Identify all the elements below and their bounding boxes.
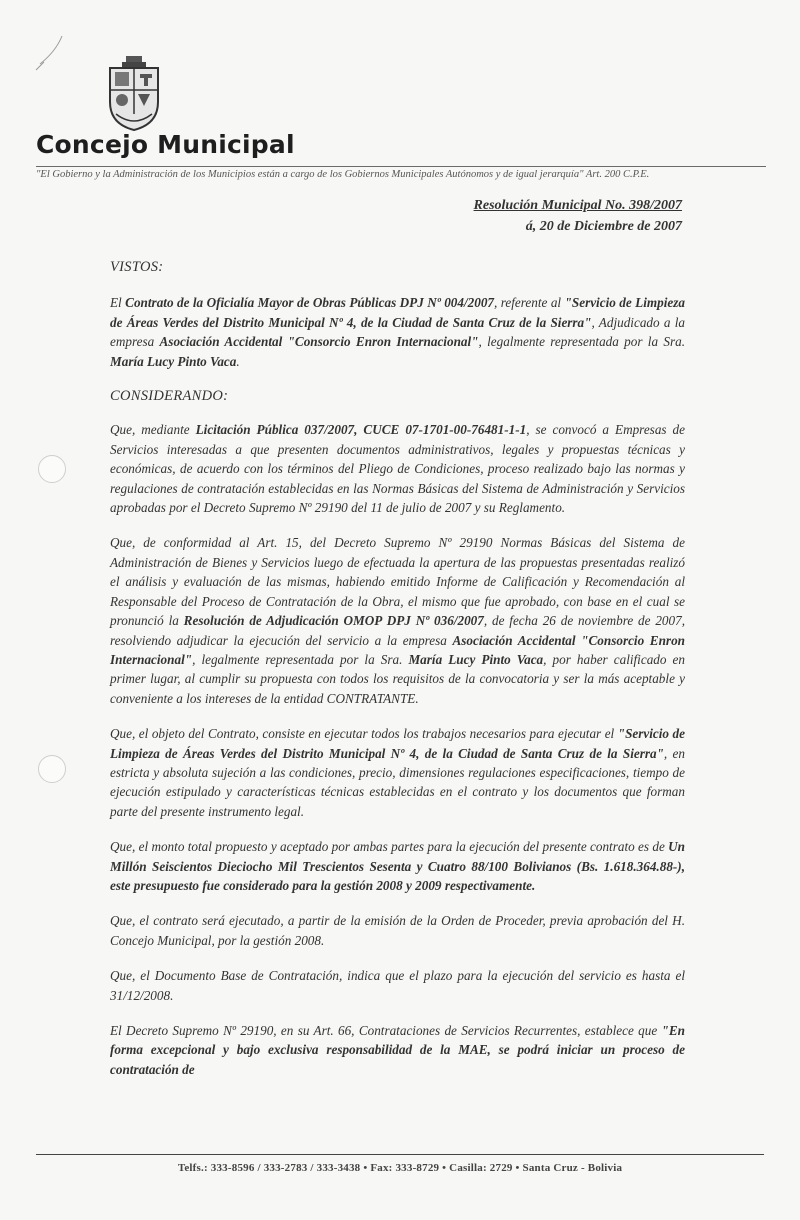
text-run: , referente al (494, 295, 565, 311)
organization-name: Concejo Municipal (36, 130, 295, 159)
text-run: Que, el monto total propuesto y aceptado por ambas partes para la ejecución del presente contrato es de (110, 839, 669, 855)
considerando-paragraph (110, 837, 685, 895)
text-run: , se convocó a Empresas de Servicios interesadas a que presenten documentos administrativos, legales y propuestas técnicas y económicas, de acuerdo con los términos del Pliego de Condiciones, proceso realizado bajo las normas y regulaciones de contratación establecidas en las Normas Básicas del Sistema de Administración y Servicios aprobadas por el Decreto Supremo Nº 29190 del 11 de julio de 2007 y su Reglamento. (110, 422, 685, 516)
text-run: Que, mediante (110, 422, 196, 438)
text-run: Que, de conformidad al Art. 15, del Decreto Supremo Nº 29190 Normas Básicas del Sistema de Administración de Bienes y Servicios luego de efectuada la apertura de las propuestas presentadas realizó el análisis y evaluación de las mismas, habiendo emitido Informe de Calificación y Recomendación al Responsable del Proceso de Contratación de la Obra, el mismo que fue aprobado, con base en el cual se pronunció la (110, 535, 685, 629)
text-run: , por haber calificado en primer lugar, al cumplir su propuesta con todos los requisitos de la convocatoria y ser la más aceptable y conveniente a los intereses de la entidad CONTRATANTE. (110, 651, 685, 706)
considerando-paragraph (110, 420, 685, 517)
bold-run: Contrato de la Oficialía Mayor de Obras Públicas DPJ Nº 004/2007 (125, 295, 495, 311)
text-run: , Adjudicado a la empresa (110, 314, 686, 350)
vistos-paragraph (110, 293, 685, 371)
header-motto: "El Gobierno y la Administración de los Municipios están a cargo de los Gobiernos Municipales Autónomos y de igual jerarquía" Art. 200 C.P.E. (36, 166, 766, 180)
considerando-paragraph (110, 533, 685, 708)
resolution-date: á, 20 de Diciembre de 2007 (525, 219, 682, 234)
bold-run: Asociación Accidental "Consorcio Enron Internacional" (110, 632, 685, 667)
footer-contact: Telfs.: 333-8596 / 333-2783 / 333-3438 • Fax: 333-8729 • Casilla: 2729 • Santa Cruz - Bolivia (177, 1162, 623, 1174)
text-run: El (110, 295, 126, 311)
bold-run: María Lucy Pinto Vaca (408, 651, 544, 667)
bold-run: Asociación Accidental "Consorcio Enron Internacional" (159, 334, 479, 350)
pen-mark (28, 32, 68, 82)
considerando-paragraph (110, 1021, 685, 1079)
considerando-paragraph: Que, el contrato será ejecutado, a partir de la emisión de la Orden de Proceder, previa aprobación del H. Concejo Municipal, por la gestión 2008. (110, 913, 685, 948)
bold-run: "En forma excepcional y bajo exclusiva responsabilidad de la MAE, se podrá iniciar un proceso de contratación de (110, 1023, 685, 1077)
punch-hole (38, 755, 66, 783)
bold-run: Resolución de Adjudicación OMOP DPJ Nº 036/2007 (183, 613, 484, 629)
bold-run: Un Millón Seiscientos Dieciocho Mil Trescientos Sesenta y Cuatro 88/100 Bolivianos (Bs. 1.618.364.88-), este presupuesto fue considerado para la gestión 2008 y 2009 respectivamente. (110, 839, 685, 893)
text-run: Que, el objeto del Contrato, consiste en ejecutar todos los trabajos necesarios para ejecutar el (110, 726, 618, 742)
text-run: . (236, 353, 240, 369)
document-body (110, 258, 685, 1095)
bold-run: "Servicio de Limpieza de Áreas Verdes del Distrito Municipal Nº 4, de la Ciudad de Santa Cruz de la Sierra" (110, 726, 685, 761)
punch-hole (38, 455, 66, 483)
text-run: , en estricta y absoluta sujeción a las condiciones, precio, dimensiones regulaciones especificaciones, tiempo de ejecución estipulado y características técnicas establecidas en el contrato y los documentos que forman parte del presente instrumento legal. (110, 745, 685, 819)
footer-divider (36, 1154, 764, 1155)
text-run: , legalmente representada por la Sra. (192, 651, 409, 667)
considerando-heading: CONSIDERANDO: (110, 388, 229, 405)
considerando-paragraph (110, 724, 685, 821)
text-run: , de fecha 26 de noviembre de 2007, resolviendo adjudicar la ejecución del servicio a la empresa (110, 613, 685, 648)
bold-run: "Servicio de Limpieza de Áreas Verdes del Distrito Municipal Nº 4, de la Ciudad de Santa Cruz de la Sierra" (110, 295, 685, 330)
coat-of-arms-icon (104, 54, 164, 132)
bold-run: María Lucy Pinto Vaca (110, 353, 237, 369)
resolution-block (474, 195, 682, 237)
vistos-heading: VISTOS: (110, 259, 164, 275)
considerando-paragraph: Que, el Documento Base de Contratación, indica que el plazo para la ejecución del servicio es hasta el 31/12/2008. (110, 968, 685, 1003)
text-run: El Decreto Supremo Nº 29190, en su Art. 66, Contrataciones de Servicios Recurrentes, establece que (110, 1023, 662, 1038)
text-run: , legalmente representada por la Sra. (478, 334, 685, 350)
resolution-number: Resolución Municipal No. 398/2007 (473, 198, 682, 213)
bold-run: Licitación Pública 037/2007, CUCE 07-1701-00-76481-1-1 (195, 422, 527, 438)
